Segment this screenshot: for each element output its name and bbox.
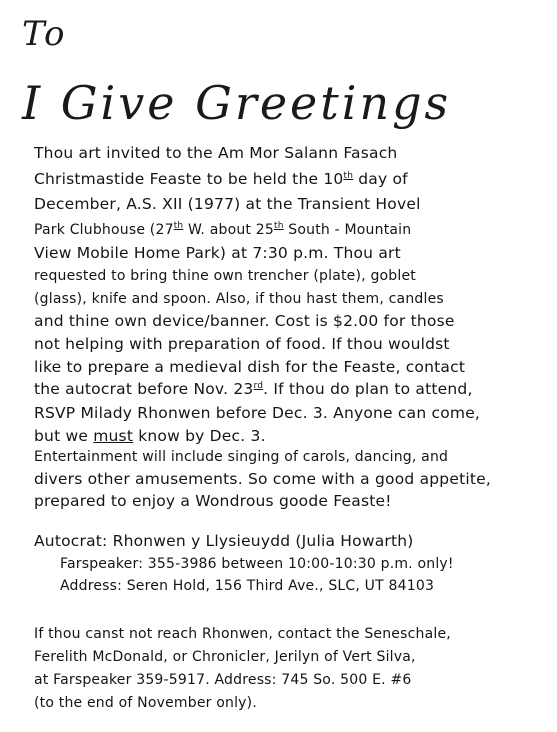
- invitation-line: View Mobile Home Park) at 7:30 p.m. Thou art: [34, 244, 401, 262]
- ordinal-suffix: th: [273, 221, 284, 231]
- invitation-text: Park Clubhouse (27: [34, 222, 174, 238]
- greeting-to: To: [22, 14, 67, 54]
- ordinal-suffix: th: [343, 171, 354, 181]
- ordinal-suffix: rd: [253, 381, 264, 391]
- invitation-text: know by Dec. 3.: [133, 427, 266, 445]
- alternate-contact-line: (to the end of November only).: [34, 695, 257, 711]
- emphasis-must: must: [93, 427, 134, 445]
- invitation-text: Christmastide Feaste to be held the 10: [34, 170, 344, 188]
- invitation-text: but we: [34, 427, 94, 445]
- autocrat-phone: Farspeaker: 355-3986 between 10:00-10:30 p.m. only!: [60, 556, 454, 572]
- invitation-line: Entertainment will include singing of carols, dancing, and: [34, 449, 449, 465]
- invitation-text: W. about 25: [183, 222, 274, 238]
- alternate-contact-line: If thou canst not reach Rhonwen, contact the Seneschale,: [34, 626, 451, 642]
- invitation-text: . If thou do plan to attend,: [263, 380, 473, 398]
- greeting-headline: I Give Greetings: [22, 76, 452, 130]
- invitation-line: December, A.S. XII (1977) at the Transient Hovel: [34, 195, 421, 213]
- invitation-line: divers other amusements. So come with a good appetite,: [34, 470, 492, 488]
- invitation-text: the autocrat before Nov. 23: [34, 380, 254, 398]
- alternate-contact-line: Ferelith McDonald, or Chronicler, Jerilyn of Vert Silva,: [34, 649, 416, 665]
- invitation-line: [34, 380, 473, 398]
- alternate-contact-line: at Farspeaker 359-5917. Address: 745 So. 500 E. #6: [34, 672, 412, 688]
- invitation-line: RSVP Milady Rhonwen before Dec. 3. Anyone can come,: [34, 404, 481, 422]
- invitation-line: [34, 221, 411, 238]
- invitation-line: requested to bring thine own trencher (plate), goblet: [34, 268, 416, 284]
- invitation-line: prepared to enjoy a Wondrous goode Feaste!: [34, 492, 392, 510]
- invitation-line: like to prepare a medieval dish for the Feaste, contact: [34, 358, 466, 376]
- invitation-line: Thou art invited to the Am Mor Salann Fasach: [34, 144, 398, 162]
- invitation-line: [34, 170, 408, 188]
- invitation-line: (glass), knife and spoon. Also, if thou hast them, candles: [34, 291, 444, 307]
- invitation-text: South - Mountain: [283, 222, 412, 238]
- autocrat-line: Autocrat: Rhonwen y Llysieuydd (Julia Howarth): [34, 532, 414, 550]
- autocrat-address: Address: Seren Hold, 156 Third Ave., SLC, UT 84103: [60, 578, 435, 594]
- invitation-line: and thine own device/banner. Cost is $2.00 for those: [34, 312, 455, 330]
- invitation-line: [34, 427, 266, 445]
- invitation-line: not helping with preparation of food. If thou wouldst: [34, 335, 450, 353]
- ordinal-suffix: th: [173, 221, 184, 231]
- invitation-text: day of: [353, 170, 408, 188]
